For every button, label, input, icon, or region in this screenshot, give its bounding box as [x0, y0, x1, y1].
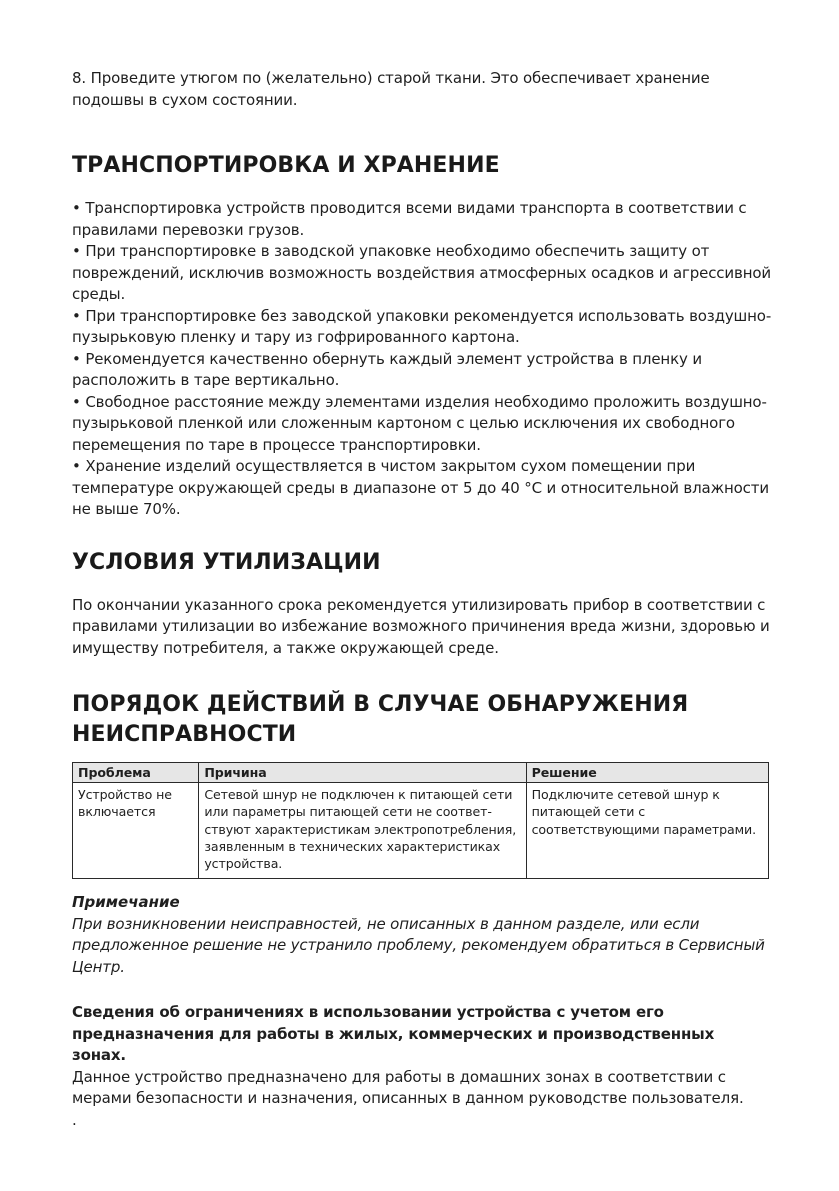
disposal-paragraph: По окончании указанного срока рекомендуется утилизировать прибор в соответствии с правилами утилизации во избежание возможного причинения вреда жизни, здоровью и имуществу потребителя, а также окружающей среде.: [72, 595, 770, 657]
restrictions-text: Данное устройство предназначено для работы в домашних зонах в соответствии с мерами безопасности и назначения, описанных в данном руководстве пользователя.: [72, 1067, 744, 1108]
trailing-dot: .: [72, 1110, 77, 1129]
bullet-item: • Рекомендуется качественно обернуть каждый элемент устройства в пленку и расположить в таре вертикально.: [72, 349, 702, 389]
column-header-problem: Проблема: [73, 763, 199, 783]
cell-problem: Устройство не включается: [73, 783, 199, 879]
column-header-cause: Причина: [199, 763, 526, 783]
table-row: [73, 783, 769, 879]
disposal-heading: УСЛОВИЯ УТИЛИЗАЦИИ: [72, 549, 381, 575]
transport-heading: ТРАНСПОРТИРОВКА И ХРАНЕНИЕ: [72, 153, 500, 178]
bullet-item: • Транспортировка устройств проводится всеми видами транспорта в соответствии с правилами перевозки грузов.: [72, 199, 747, 239]
column-header-solution: Решение: [526, 763, 768, 783]
intro-paragraph: 8. Проведите утюгом по (желательно) старой ткани. Это обеспечивает хранение подошвы в сухом состоянии.: [72, 69, 710, 109]
transport-bullet-list: [72, 198, 772, 521]
note-text: При возникновении неисправностей, не описанных в данном разделе, или если предложенное решение не устранило проблему, рекомендуем обратиться в Сервисный Центр.: [72, 914, 765, 976]
bullet-item: • При транспортировке без заводской упаковки рекомендуется использовать воздушно-пузырьковую пленку и тару из гофрированного картона.: [72, 306, 772, 346]
restrictions-title: Сведения об ограничениях в использовании устройства с учетом его предназначения для работы в жилых, коммерческих и производственных зонах.: [72, 1003, 715, 1065]
fault-heading: ПОРЯДОК ДЕЙСТВИЙ В СЛУЧАЕ ОБНАРУЖЕНИЯ НЕИСПРАВНОСТИ: [72, 692, 689, 747]
cell-cause: Сетевой шнур не подключен к питающей сети или параметры питающей сети не соответ-ствуют характеристикам электропотребления, заявленным в технических характеристиках устройства.: [199, 783, 526, 879]
bullet-item: • Свободное расстояние между элементами изделия необходимо проложить воздушно-пузырьковой пленкой или сложенным картоном с целью исключения их свободного перемещения по таре в процессе транспортировки.: [72, 392, 767, 454]
note-title: Примечание: [72, 893, 180, 912]
cell-solution: Подключите сетевой шнур к питающей сети с соответствующими параметрами.: [526, 783, 768, 879]
table-header-row: [73, 763, 769, 783]
bullet-item: • Хранение изделий осуществляется в чистом закрытом сухом помещении при температуре окружающей среды в диапазоне от 5 до 40 °С и относительной влажности не выше 70%.: [72, 457, 769, 518]
manual-page: [72, 68, 772, 1131]
fault-table: [72, 762, 769, 879]
bullet-item: • При транспортировке в заводской упаковке необходимо обеспечить защиту от повреждений, исключив возможность воздействия атмосферных осадков и агрессивной среды.: [72, 242, 771, 303]
